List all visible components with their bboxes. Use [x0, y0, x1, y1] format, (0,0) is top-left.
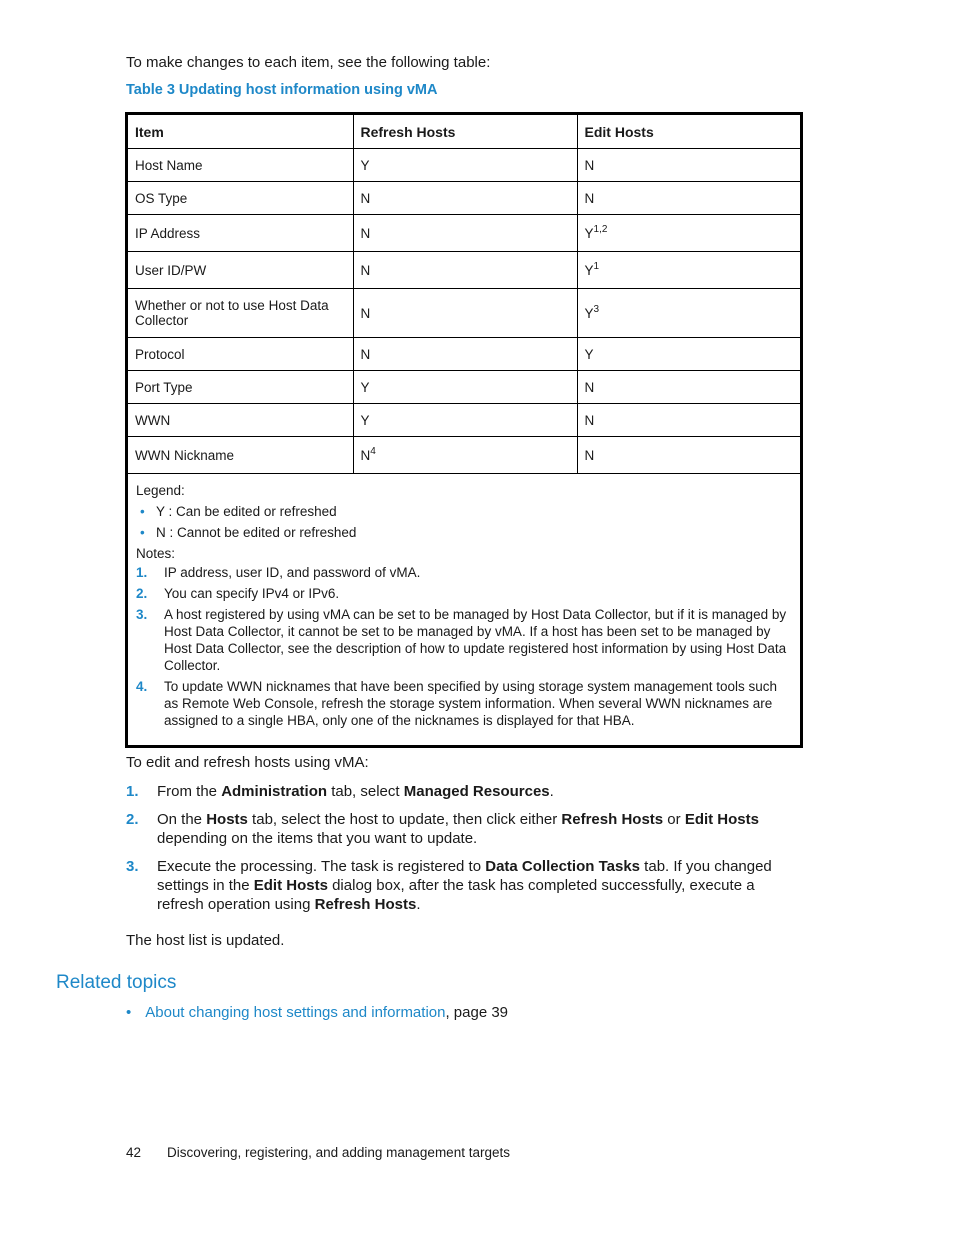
edit-cell [577, 149, 800, 182]
table-body [128, 149, 800, 474]
header-edit-hosts: Edit Hosts [577, 115, 800, 149]
note-item [136, 585, 792, 602]
step-text: . [549, 783, 554, 800]
edit-cell-value: Y [584, 262, 594, 278]
item-cell [128, 371, 353, 404]
item-cell [128, 437, 353, 474]
procedure-step [126, 857, 802, 914]
legend-title: Legend: [136, 483, 185, 498]
procedure-step [126, 810, 802, 848]
edit-cell-value: Y [584, 346, 594, 362]
notes-title: Notes: [136, 546, 176, 561]
step-text: depending on the items that you want to update. [157, 830, 478, 847]
legend-block [128, 474, 800, 729]
table-row [128, 149, 800, 182]
note-number: 3. [136, 607, 148, 622]
step-text: tab, select the host to update, then click either [247, 811, 562, 828]
edit-cell-value: N [584, 157, 595, 173]
step-number: 3. [126, 858, 139, 875]
related-topic-page: , page 39 [445, 1004, 509, 1021]
related-topic-item [126, 1004, 508, 1021]
step-text: or [663, 811, 685, 828]
item-cell-value: OS Type [135, 190, 188, 206]
edit-cell [577, 252, 800, 289]
item-cell-value: WWN Nickname [135, 447, 235, 463]
item-cell-value: Protocol [135, 346, 185, 362]
step-text: On the [157, 811, 207, 828]
table-row [128, 371, 800, 404]
table-row [128, 338, 800, 371]
result-text: The host list is updated. [126, 932, 285, 949]
refresh-cell-value: N [360, 305, 371, 321]
ui-term: Edit Hosts [253, 877, 328, 894]
step-text: tab, select [327, 783, 404, 800]
ui-term: Refresh Hosts [561, 811, 664, 828]
edit-cell-value: N [584, 447, 595, 463]
table-grid [128, 115, 800, 474]
host-update-table [125, 112, 803, 748]
related-topic-link[interactable]: About changing host settings and information [145, 1004, 446, 1021]
note-text: A host registered by using vMA can be set to be managed by Host Data Collector, but if it is managed by Host Data Collector, it cannot be set to be managed by vMA. If a host has been set to be managed by Host Data Collector, see the description of how to update registered host information by using Host Data Collector. [164, 607, 787, 673]
item-cell [128, 289, 353, 338]
note-text: To update WWN nicknames that have been specified by using storage system management tools such as Remote Web Console, refresh the storage system information. When several WWN nicknames are assigned to a single HBA, only one of the nicknames is displayed for that HBA. [164, 679, 778, 728]
edit-cell-value: Y [584, 305, 594, 321]
table-caption: Table 3 Updating host information using vMA [126, 82, 438, 98]
note-item [136, 606, 792, 674]
refresh-cell [353, 404, 577, 437]
ui-term: Data Collection Tasks [485, 858, 641, 875]
ui-term: Refresh Hosts [314, 896, 417, 913]
refresh-cell-value: Y [360, 157, 370, 173]
ui-term: Managed Resources [403, 783, 550, 800]
refresh-cell-value: N [360, 447, 371, 463]
edit-cell [577, 437, 800, 474]
refresh-cell-value: Y [360, 379, 370, 395]
header-refresh-hosts: Refresh Hosts [353, 115, 577, 149]
edit-cell [577, 182, 800, 215]
table-row [128, 215, 800, 252]
step-text: tab. If you changed settings in the [157, 858, 772, 894]
header-item: Item [128, 115, 353, 149]
refresh-cell [353, 252, 577, 289]
ui-term: Edit Hosts [684, 811, 759, 828]
page-footer [126, 1145, 510, 1160]
item-cell [128, 149, 353, 182]
note-number: 4. [136, 679, 148, 694]
edit-cell-value: N [584, 379, 595, 395]
table-row [128, 437, 800, 474]
refresh-cell-value: N [360, 262, 371, 278]
step-text: From the [157, 783, 222, 800]
ui-term: Administration [221, 783, 328, 800]
refresh-cell [353, 215, 577, 252]
item-cell-value: Whether or not to use Host Data Collector [135, 298, 329, 328]
edit-intro: To edit and refresh hosts using vMA: [126, 754, 369, 771]
item-cell [128, 338, 353, 371]
related-topics-heading: Related topics [56, 972, 177, 993]
item-cell-value: Port Type [135, 379, 193, 395]
procedure-step [126, 782, 802, 801]
item-cell-value: IP Address [135, 225, 201, 241]
step-text: . [416, 896, 421, 913]
edit-cell-value: N [584, 412, 595, 428]
refresh-cell [353, 371, 577, 404]
notes-list [136, 564, 792, 729]
item-cell [128, 215, 353, 252]
footnote-ref: 1,2 [593, 223, 608, 235]
edit-cell [577, 289, 800, 338]
edit-cell-value: N [584, 190, 595, 206]
item-cell [128, 252, 353, 289]
edit-cell [577, 371, 800, 404]
page-number: 42 [126, 1145, 142, 1160]
edit-cell [577, 338, 800, 371]
table-header-row [128, 115, 800, 149]
bullet-icon: • [126, 1004, 132, 1021]
note-text: You can specify IPv4 or IPv6. [164, 586, 340, 601]
footnote-ref: 1 [593, 260, 600, 272]
item-cell-value: WWN [135, 412, 171, 428]
edit-cell [577, 404, 800, 437]
table-row [128, 252, 800, 289]
legend-list [136, 501, 792, 543]
legend-item: • Y : Can be edited or refreshed [136, 501, 792, 522]
footnote-ref: 3 [593, 303, 600, 315]
legend-item: • N : Cannot be edited or refreshed [136, 522, 792, 543]
note-number: 2. [136, 586, 148, 601]
item-cell [128, 182, 353, 215]
step-text: Execute the processing. The task is registered to [157, 858, 486, 875]
item-cell-value: User ID/PW [135, 262, 207, 278]
edit-cell [577, 215, 800, 252]
step-number: 2. [126, 811, 139, 828]
item-cell [128, 404, 353, 437]
refresh-cell [353, 338, 577, 371]
note-number: 1. [136, 565, 148, 580]
refresh-cell-value: Y [360, 412, 370, 428]
step-text: dialog box, after the task has completed successfully, execute a refresh operation using [157, 877, 755, 913]
refresh-cell-value: N [360, 225, 371, 241]
note-text: IP address, user ID, and password of vMA. [164, 565, 421, 580]
footnote-ref: 4 [370, 445, 376, 457]
table-row [128, 289, 800, 338]
note-item [136, 678, 792, 729]
edit-cell-value: Y [584, 225, 594, 241]
intro-text: To make changes to each item, see the following table: [126, 54, 491, 71]
step-number: 1. [126, 783, 139, 800]
procedure-steps [126, 782, 802, 923]
item-cell-value: Host Name [135, 157, 203, 173]
refresh-cell [353, 437, 577, 474]
refresh-cell-value: N [360, 346, 371, 362]
table-row [128, 182, 800, 215]
refresh-cell [353, 182, 577, 215]
ui-term: Hosts [206, 811, 248, 828]
refresh-cell [353, 149, 577, 182]
note-item [136, 564, 792, 581]
refresh-cell-value: N [360, 190, 371, 206]
table-row [128, 404, 800, 437]
refresh-cell [353, 289, 577, 338]
footer-title: Discovering, registering, and adding management targets [167, 1145, 510, 1160]
